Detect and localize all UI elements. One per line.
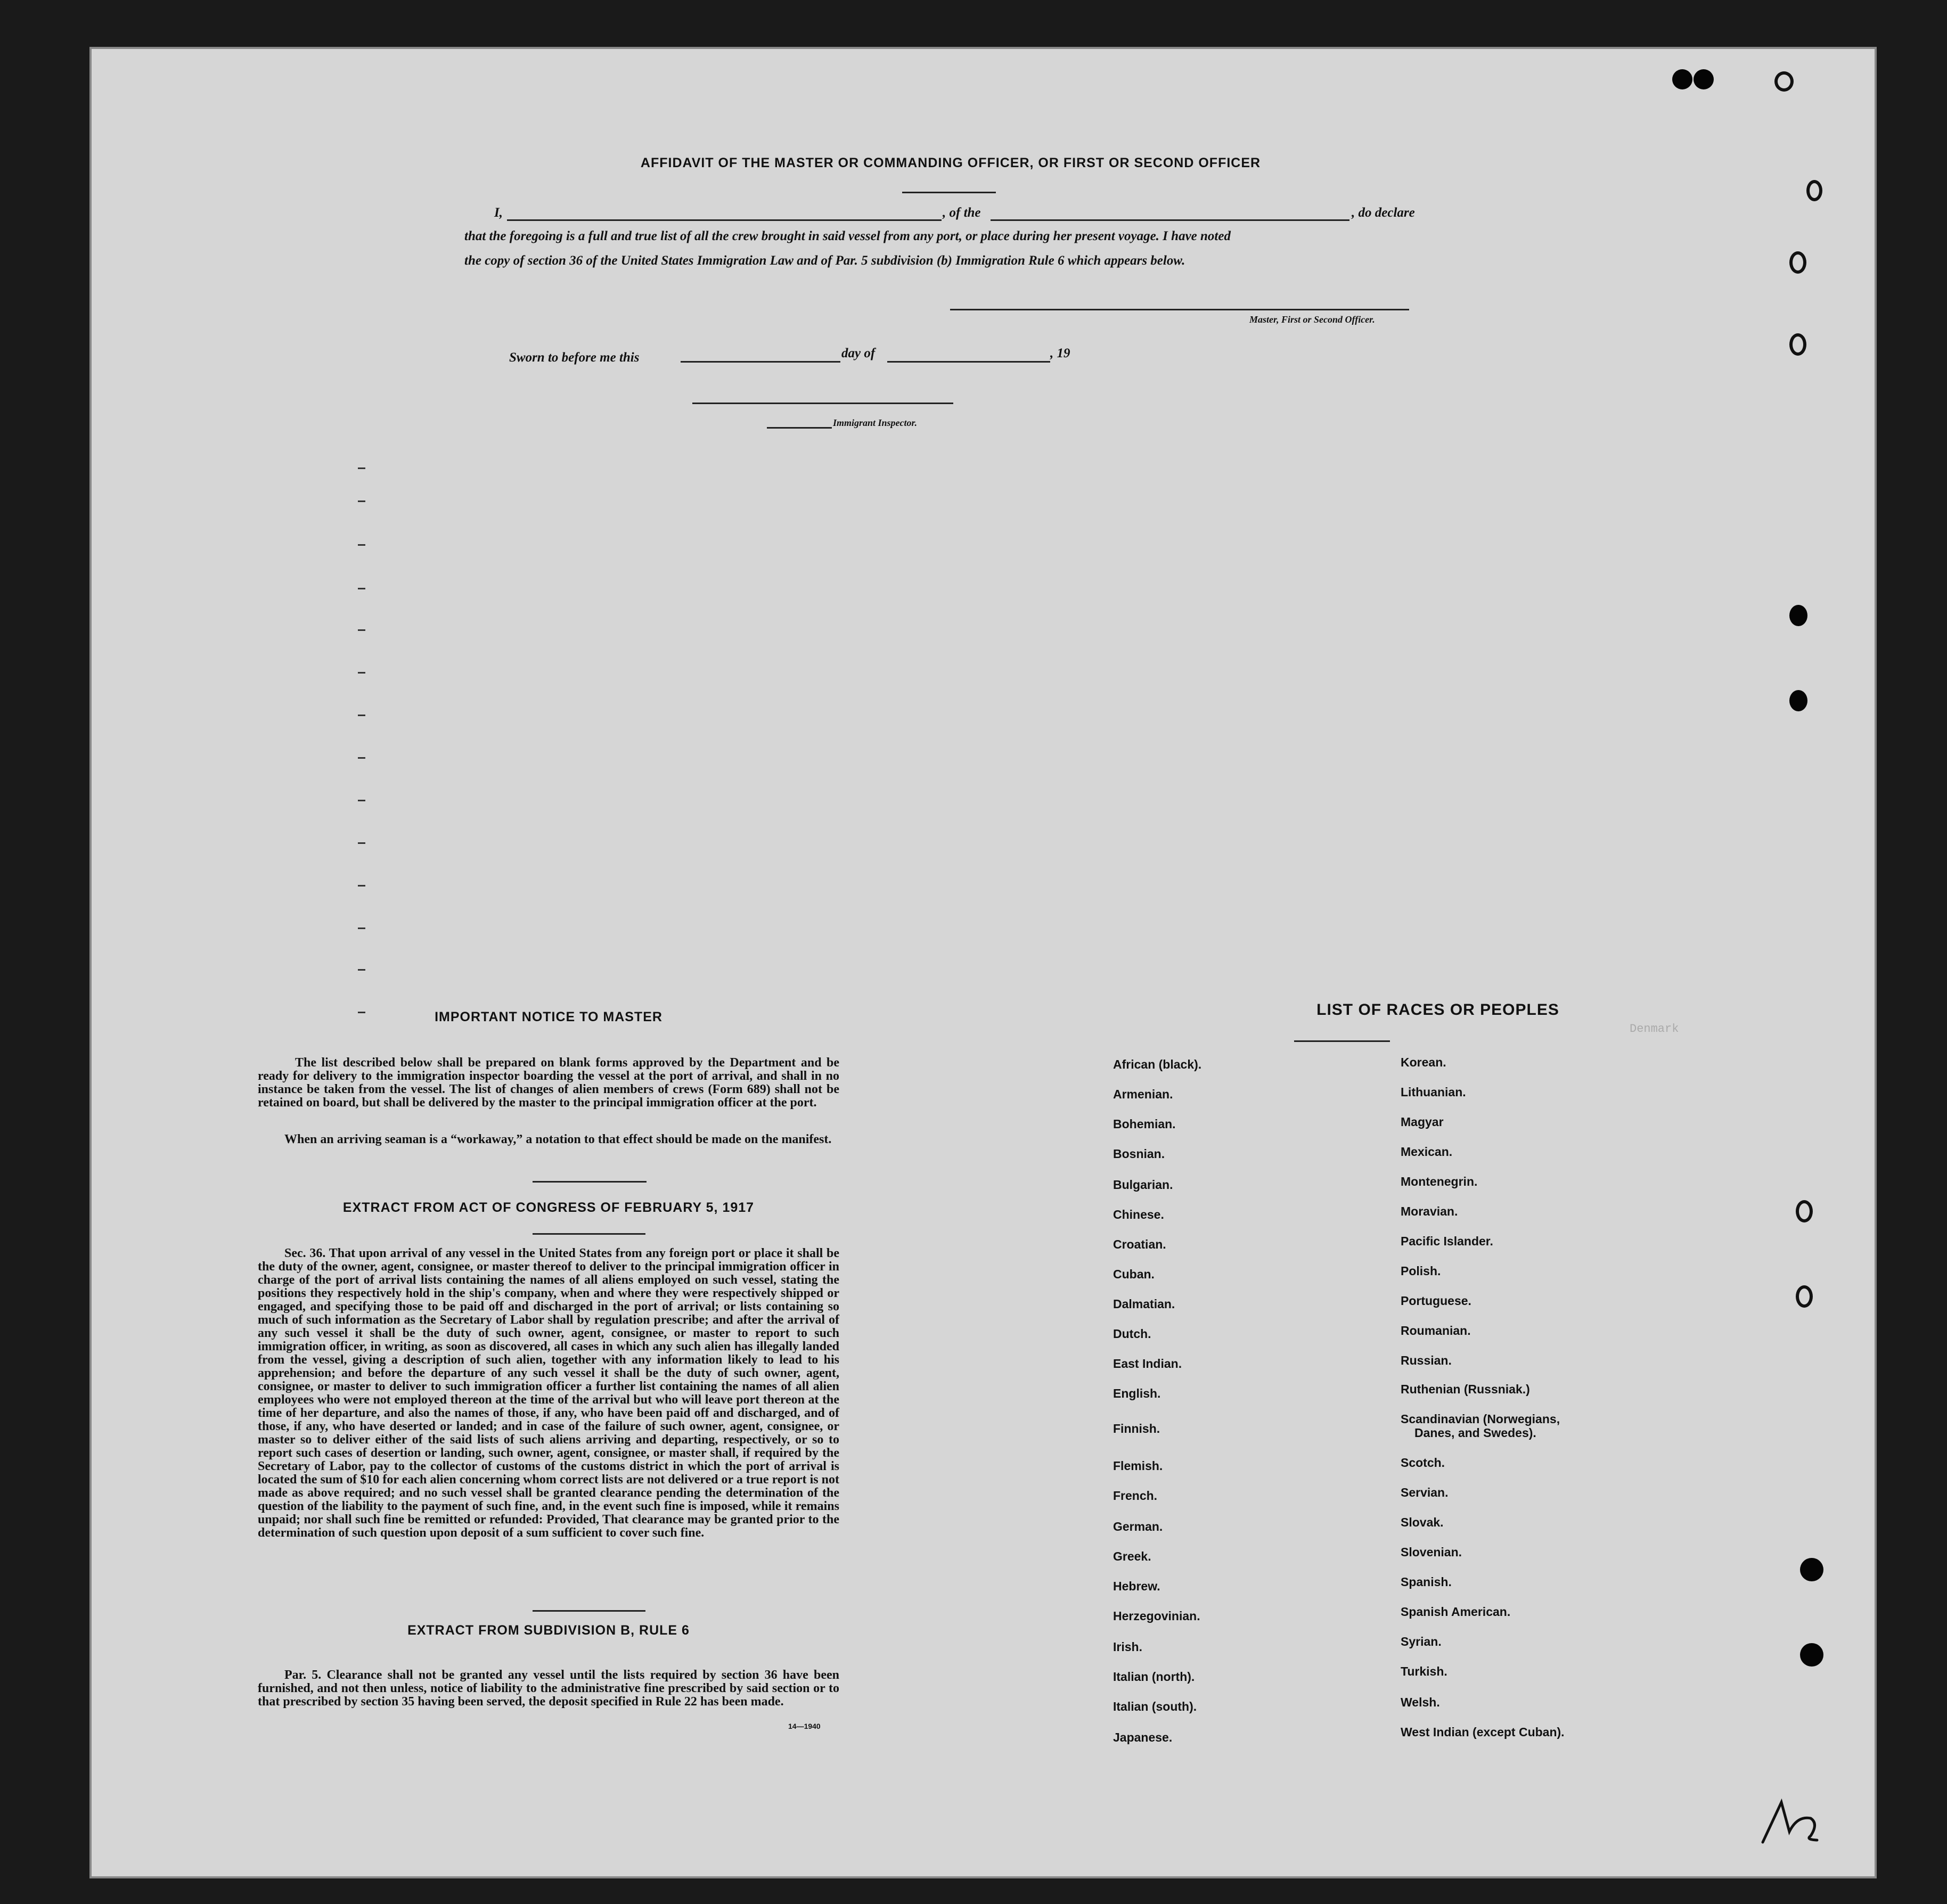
margin-dash [358,588,365,589]
handwritten-mark-icon [1757,1794,1832,1848]
divider [533,1181,647,1183]
divider [1294,1040,1390,1042]
race-right-item: Spanish American. [1401,1605,1511,1619]
margin-dash [358,467,365,469]
margin-dash [358,757,365,759]
notice-title: IMPORTANT NOTICE TO MASTER [435,1010,662,1024]
race-right-item: Moravian. [1401,1204,1458,1218]
race-left-item: Armenian. [1113,1087,1173,1101]
affidavit-of-the-label: , of the [943,206,981,220]
margin-dash [358,715,365,716]
race-left-item: English. [1113,1386,1161,1400]
race-left-item: Japanese. [1113,1730,1173,1744]
race-left-item: Italian (north). [1113,1670,1195,1684]
race-right-item: Lithuanian. [1401,1085,1466,1099]
binder-hole-icon [1789,333,1806,356]
binder-hole-icon [1789,690,1807,711]
race-left-item: Bohemian. [1113,1117,1176,1131]
margin-dash [358,969,365,971]
divider [902,192,996,193]
race-right-item: Scandinavian (Norwegians, [1401,1412,1560,1426]
margin-dash [358,928,365,929]
race-left-item: East Indian. [1113,1357,1182,1370]
binder-hole-icon [1796,1200,1813,1222]
race-left-item: German. [1113,1520,1163,1533]
inspector-short-line [767,427,832,429]
sworn-label: Sworn to before me this [509,350,640,365]
extract-act-text: Sec. 36. That upon arrival of any vessel in the United States from any foreign port or place it shall be the duty of the owner, agent, consignee, or master thereof to deliver to the principal immigration officer in charge of the port of arrival lists containing the names of all aliens employed on such vessel, stating the positions they respectively hold in the ship's company, when and where they were respectively shipped or engaged, and specifying those to be paid off and discharged in the port of arrival; or lists containing so much of such information as the Secretary of Labor shall by regulation prescribe; and after the arrival of any such vessel it shall be the duty of such owner, agent, consignee, or master to report to such immigration officer, in writing, as soon as discovered, all cases in which any such alien has illegally landed from the vessel, giving a description of such alien, together with any information likely to lead to his apprehension; and before the departure of any such vessel it shall be the duty of such owner, agent, consignee, or master to deliver to such immigration officer a further list containing the names of all alien employees who were not employed thereon at the time of the arrival but who will leave port thereon at the time of her departure, and also the names of those, if any, who have been paid off and discharged, and of those, if any, who have deserted or landed; and in case of the failure of such owner, agent, consignee, or master so to deliver either of the said lists of such aliens arriving and departing, respectively, or so to report such cases of desertion or landing, such owner, agent, consignee, or master shall, if required by the Secretary of Labor, pay to the collector of customs of the customs district in which the port of arrival is located the sum of $10 for each alien concerning whom correct lists are not delivered or a true report is not made as above required; and no such vessel shall be granted clearance pending the determination of the question of the liability to the payment of such fine, and, in the event such fine is imposed, while it remains unpaid; nor shall such fine be remitted or refunded: Provided, That clearance may be granted prior to the determination of such question upon deposit of a sum sufficient to cover such fine. [258,1246,839,1540]
binder-hole-icon [1806,180,1822,201]
race-left-item: Italian (south). [1113,1700,1197,1713]
extract-act-title: EXTRACT FROM ACT OF CONGRESS OF FEBRUARY 5, 1917 [342,1200,755,1215]
margin-dash [358,672,365,674]
divider [533,1610,645,1612]
affidavit-title: AFFIDAVIT OF THE MASTER OR COMMANDING OFFICER, OR FIRST OR SECOND OFFICER [640,155,1261,170]
affidavit-i-label: I, [494,206,503,220]
race-right-item: Mexican. [1401,1145,1453,1159]
margin-dash [358,500,365,502]
divider [533,1233,645,1235]
vessel-field-line [991,219,1349,221]
binder-hole-icon [1672,69,1692,89]
race-right-item: Spanish. [1401,1575,1452,1589]
race-right-item: Turkish. [1401,1664,1447,1678]
race-right-item: Magyar [1401,1115,1444,1129]
race-right-item: Slovak. [1401,1515,1444,1529]
margin-dash [358,629,365,631]
race-right-item: Russian. [1401,1353,1452,1367]
affidavit-statement-1: that the foregoing is a full and true list of all the crew brought in said vessel from any port, or place during her present voyage. I have noted [464,229,1231,243]
margin-dash [358,842,365,844]
race-left-item: Greek. [1113,1549,1151,1563]
year-label: , 19 [1050,346,1070,360]
race-right-item: Servian. [1401,1486,1449,1499]
race-left-item: Bulgarian. [1113,1178,1173,1192]
binder-hole-icon [1774,71,1794,92]
inspector-signature-line [692,403,953,404]
extract-rule-text: Par. 5. Clearance shall not be granted any vessel until the lists required by section 36 have been furnished, and not then unless, notice of liability to the administrative fine prescribed by said section or to that prescribed by section 35 having been served, the deposit specified in Rule 22 has been made. [258,1668,839,1709]
race-left-item: Bosnian. [1113,1147,1165,1161]
race-right-item: Polish. [1401,1264,1441,1278]
race-left-item: Irish. [1113,1640,1142,1654]
race-right-item: Scotch. [1401,1456,1445,1470]
race-left-item: Dalmatian. [1113,1297,1175,1311]
race-right-item: Ruthenian (Russniak.) [1401,1382,1530,1396]
binder-hole-icon [1694,69,1714,89]
race-right-item: Portuguese. [1401,1294,1471,1308]
binder-hole-icon [1800,1558,1823,1581]
binder-hole-icon [1789,605,1807,626]
officer-signature-line [950,309,1409,310]
race-right-item: Welsh. [1401,1695,1440,1709]
race-left-item: Finnish. [1113,1422,1160,1435]
race-left-item: Hebrew. [1113,1579,1160,1593]
day-of-label: day of [841,346,876,360]
bleed-through-text: Denmark [1630,1022,1679,1036]
race-left-item: Chinese. [1113,1208,1164,1221]
inspector-caption: Immigrant Inspector. [833,417,918,428]
margin-dash [358,800,365,801]
officer-signature-caption: Master, First or Second Officer. [1249,314,1375,325]
races-title: LIST OF RACES OR PEOPLES [1316,1001,1559,1019]
sworn-date-line [681,361,840,363]
month-line [887,361,1050,363]
race-right-item: Pacific Islander. [1401,1234,1493,1248]
race-left-item: African (black). [1113,1057,1202,1071]
race-right-item: Danes, and Swedes). [1414,1426,1536,1440]
race-left-item: Dutch. [1113,1327,1151,1341]
margin-dash [358,544,365,546]
manifest-sheet [89,47,1877,1878]
race-left-item: Herzegovinian. [1113,1609,1200,1623]
race-left-item: Flemish. [1113,1459,1163,1473]
form-number: 14—1940 [788,1722,821,1730]
affidavit-statement-2: the copy of section 36 of the United States Immigration Law and of Par. 5 subdivision (b) Immigration Rule 6 which appears below. [464,253,1185,268]
race-right-item: Montenegrin. [1401,1175,1478,1188]
race-left-item: Cuban. [1113,1267,1155,1281]
race-right-item: Roumanian. [1401,1324,1471,1337]
race-left-item: Croatian. [1113,1237,1166,1251]
affidavit-declare-label: , do declare [1352,206,1415,220]
margin-dash [358,885,365,887]
race-right-item: West Indian (except Cuban). [1401,1725,1565,1739]
race-right-item: Korean. [1401,1055,1446,1069]
race-left-item: French. [1113,1489,1158,1503]
race-right-item: Syrian. [1401,1635,1442,1648]
binder-hole-icon [1796,1285,1813,1308]
race-right-item: Slovenian. [1401,1545,1462,1559]
name-field-line [507,219,942,221]
extract-rule-title: EXTRACT FROM SUBDIVISION B, RULE 6 [407,1623,690,1638]
binder-hole-icon [1789,251,1806,274]
notice-paragraph-2: When an arriving seaman is a “workaway,” a notation to that effect should be made on the manifest. [284,1132,832,1146]
binder-hole-icon [1800,1643,1823,1667]
notice-paragraph-1: The list described below shall be prepared on blank forms approved by the Department and be ready for delivery to the immigration inspector boarding the vessel at the port of arrival, and shall in no instance be taken from the vessel. The list of changes of alien members of crews (Form 689) shall not be retained on board, but shall be delivered by the master to the principal immigration officer at the port. [258,1056,839,1110]
